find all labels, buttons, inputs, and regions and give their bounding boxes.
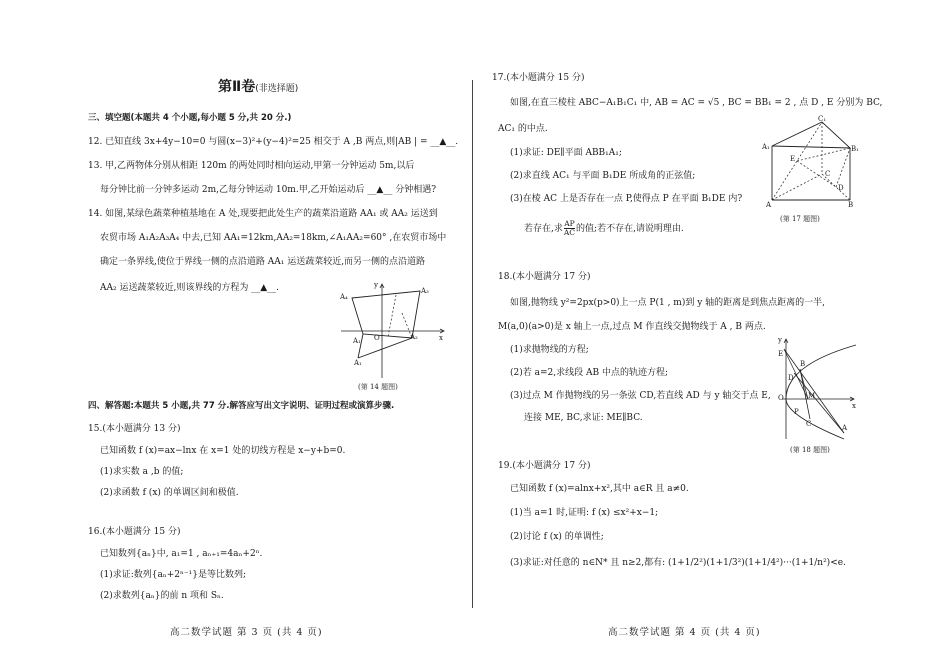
fig18-label-p: P — [794, 408, 799, 416]
question-18-part1: (1)求抛物线的方程; — [510, 345, 589, 355]
question-19-stem: 已知函数 f (x)=alnx+x²,其中 a∈R 且 a≠0. — [510, 484, 689, 494]
question-17-part3-cont — [524, 220, 684, 237]
question-17-line1: 如图,在直三棱柱 ABC−A₁B₁C₁ 中, AB = AC = √5 , BC = BB₁ = 2 , 点 D , E 分别为 BC, — [510, 98, 883, 108]
question-16-stem: 已知数列{aₙ}中, a₁=1 , aₙ₊₁=4aₙ+2ⁿ. — [100, 549, 263, 559]
fig17-label-d: D — [838, 184, 844, 192]
figure-17-diagram — [762, 114, 858, 210]
page-4 — [478, 0, 950, 659]
question-18-header: 18.(本小题满分 17 分) — [498, 272, 591, 282]
question-16-part1: (1)求证:数列{aₙ+2ⁿ⁻¹}是等比数列; — [100, 570, 247, 580]
fig14-label-a2: A₂ — [410, 333, 418, 341]
fig17-label-c: C — [825, 170, 831, 178]
fig18-label-x: x — [852, 402, 856, 410]
fig18-label-c: C — [806, 420, 812, 428]
question-15-stem: 已知函数 f (x)=ax−lnx 在 x=1 处的切线方程是 x−y+b=0. — [100, 446, 346, 456]
question-17-line2: AC₁ 的中点. — [498, 124, 548, 134]
question-19-header: 19.(本小题满分 17 分) — [498, 461, 591, 471]
question-13-line2: 每分钟比前一分钟多运动 2m,乙每分钟运动 10m.甲,乙开始运动后 __▲__ 分钟相遇? — [100, 185, 437, 195]
section-title — [218, 79, 299, 95]
question-14-line4: AA₂ 运送蔬菜较近,则该界线的方程为 __▲__. — [100, 283, 279, 293]
question-18-line1: 如图,抛物线 y²=2px(p>0)上一点 P(1 , m)到 y 轴的距离是到焦点距离的一半, — [510, 298, 826, 308]
figure-18 — [778, 335, 858, 457]
fig14-label-x: x — [439, 334, 443, 342]
page-3 — [0, 0, 470, 659]
fig17-label-b1: B₁ — [851, 145, 859, 153]
heading-answer: 四、解答题:本题共 5 小题,共 77 分.解答应写出文字说明、证明过程或演算步骤. — [88, 401, 395, 411]
fig18-label-a: A — [842, 424, 848, 432]
column-divider — [472, 80, 473, 608]
question-14-line3: 确定一条界线,使位于界线一侧的点沿道路 AA₁ 运送蔬菜较近,而另一侧的点沿道路 — [100, 257, 426, 267]
question-18-line2: M(a,0)(a>0)是 x 轴上一点,过点 M 作直线交抛物线于 A , B 两点. — [498, 322, 766, 332]
question-14-line1: 14. 如图,某绿色蔬菜种植基地在 A 处,现要把此处生产的蔬菜沿道路 AA₁ 或 AA₂ 运送到 — [88, 209, 438, 219]
figure-17 — [762, 114, 858, 240]
figure-14 — [336, 278, 448, 396]
question-15-part1: (1)求实数 a ,b 的值; — [100, 467, 184, 477]
q17-text-pre: 若存在,求 — [524, 224, 563, 234]
question-19-part3: (3)求证:对任意的 n∈N* 且 n≥2,都有: (1+1/2²)(1+1/3²)(1+1/4²)···(1+1/n²)<e. — [510, 558, 846, 568]
fig18-caption: (第 18 题图) — [790, 446, 830, 454]
fig18-label-y: y — [778, 336, 782, 344]
fig14-label-a1: A₁ — [353, 337, 361, 345]
question-18-part2: (2)若 a=2,求线段 AB 中点的轨迹方程; — [510, 368, 668, 378]
fig17-label-a: A — [766, 201, 772, 209]
heading-fill-in: 三、填空题(本题共 4 个小题,每小题 5 分,共 20 分.) — [88, 113, 292, 123]
page-footer-right: 高二数学试题 第 4 页 (共 4 页) — [608, 627, 761, 638]
question-12: 12. 已知直线 3x+4y−10=0 与圆(x−3)²+(y−4)²=25 相交于 A ,B 两点,则|AB | = __▲__. — [88, 137, 459, 147]
fig17-label-c1: C₁ — [818, 115, 827, 123]
fig14-label-y: y — [374, 281, 378, 289]
fig17-label-e: E — [790, 155, 796, 163]
q17-text-post: 的值;若不存在,请说明理由. — [576, 224, 684, 234]
question-19-part1: (1)当 a=1 时,证明: f (x) ≤x²+x−1; — [510, 508, 659, 518]
question-17-header: 17.(本小题满分 15 分) — [492, 73, 585, 83]
question-15-header: 15.(本小题满分 13 分) — [88, 424, 181, 434]
fig18-label-e: E — [778, 350, 784, 358]
question-16-part2: (2)求数列{aₙ}的前 n 项和 Sₙ. — [100, 591, 224, 601]
fig14-label-a3: A₃ — [421, 287, 429, 295]
fig18-label-d: D — [788, 374, 794, 382]
question-15-part2: (2)求函数 f (x) 的单调区间和极值. — [100, 488, 239, 498]
fig14-caption: (第 14 题图) — [358, 383, 398, 391]
question-14-line2: 农贸市场 A₁A₂A₃A₄ 中去,已知 AA₁=12km,AA₂=18km,∠A₁AA₂=60° ,在农贸市场中 — [100, 233, 447, 243]
fig14-label-a4: A₄ — [340, 293, 348, 301]
question-16-header: 16.(本小题满分 15 分) — [88, 527, 181, 537]
q17-fraction-num: AP — [564, 219, 575, 228]
question-17-part2: (2)求直线 AC₁ 与平面 B₁DE 所成角的正弦值; — [510, 171, 696, 181]
fig14-label-o: O — [374, 334, 380, 342]
question-18-part3-cont: 连接 ME, BC,求证: ME∥BC. — [524, 413, 643, 423]
question-18-part3: (3)过点 M 作抛物线的另一条弦 CD,若直线 AD 与 y 轴交于点 E, — [510, 391, 771, 401]
fig18-label-o: O — [778, 394, 784, 402]
question-19-part2: (2)讨论 f (x) 的单调性; — [510, 532, 604, 542]
fig17-label-b: B — [848, 201, 854, 209]
question-17-part1: (1)求证: DE∥平面 ABB₁A₁; — [510, 148, 622, 158]
q17-fraction-den: AC — [563, 228, 576, 237]
fig17-label-a1: A₁ — [762, 143, 770, 151]
q17-fraction — [564, 220, 575, 237]
fig18-label-b: B — [800, 360, 806, 368]
fig17-caption: (第 17 题图) — [780, 215, 820, 223]
question-13-line1: 13. 甲,乙两物体分别从相距 120m 的两处同时相向运动,甲第一分钟运动 5m,以后 — [88, 161, 415, 171]
title-text: 第Ⅱ卷 — [218, 79, 256, 95]
page-footer-left: 高二数学试题 第 3 页 (共 4 页) — [170, 627, 323, 638]
title-subtext: (非选择题) — [255, 84, 299, 94]
fig18-label-m: M — [808, 392, 816, 400]
fig14-label-a: A₁ — [354, 359, 362, 367]
question-17-part3: (3)在棱 AC 上是否存在一点 P,使得点 P 在平面 B₁DE 内? — [510, 194, 743, 204]
